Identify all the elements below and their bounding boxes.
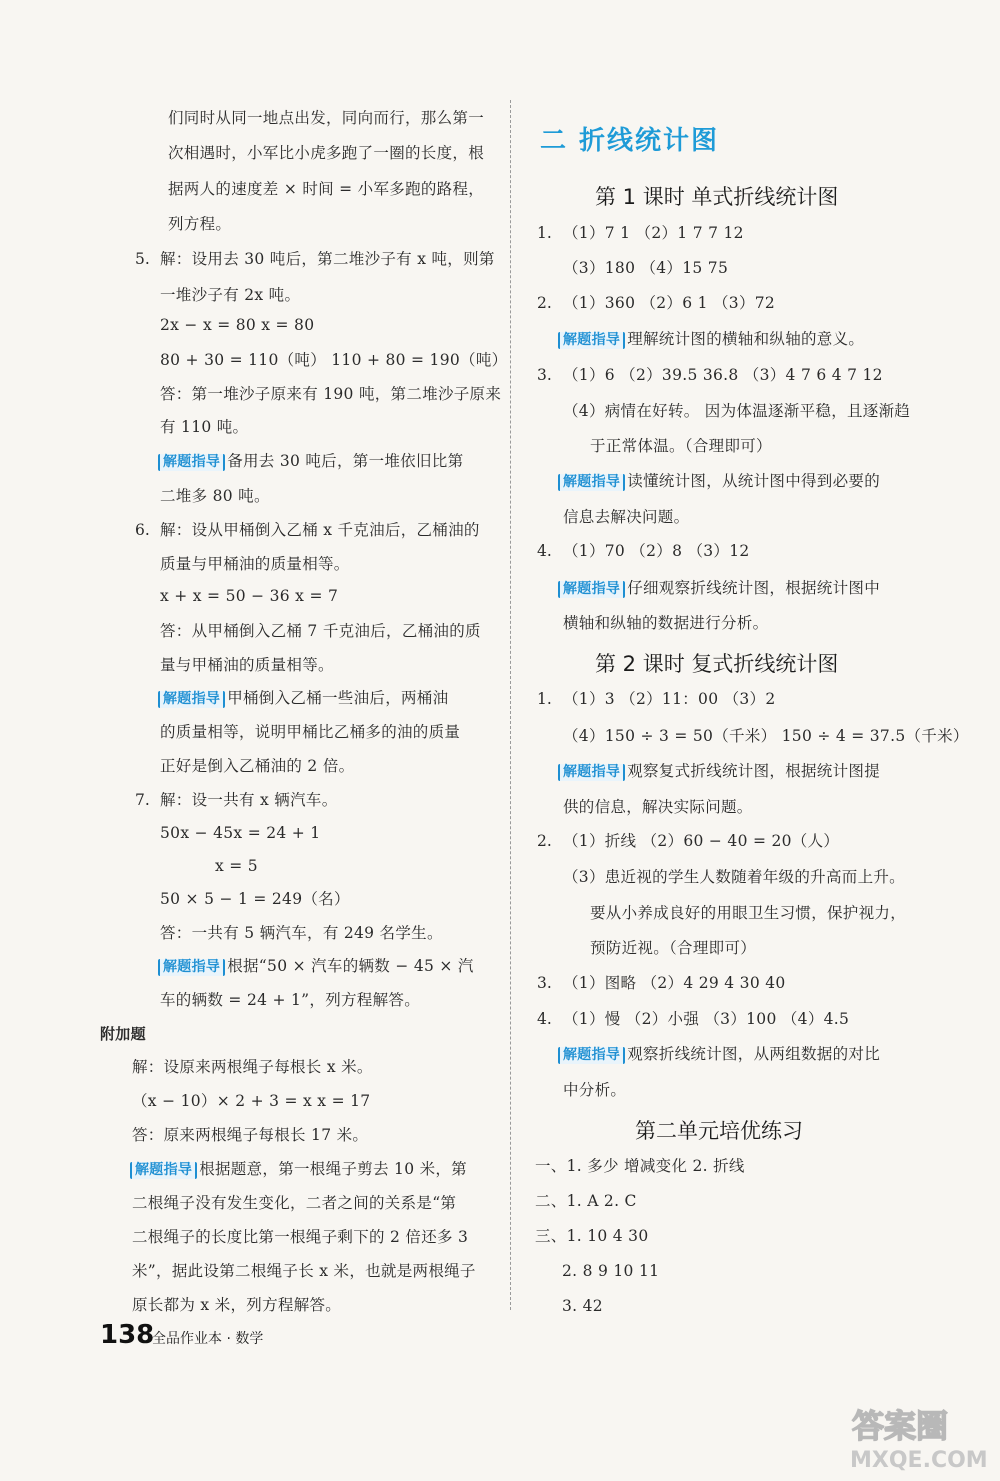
book-title: 全品作业本 · 数学: [152, 1331, 264, 1347]
text-line: （4）150 ÷ 3 = 50（千米） 150 ÷ 4 = 37.5（千米）: [563, 727, 969, 745]
watermark-logo: [842, 1395, 992, 1475]
text-line: 次相遇时，小军比小虎多跑了一圈的长度，根: [168, 144, 485, 162]
guide-line: 解题指导 读懂统计图，从统计图中得到必要的: [558, 470, 880, 492]
guide-line: 解题指导 观察复式折线统计图，根据统计图提: [558, 760, 880, 782]
text-line: （1）图略 （2）4 29 4 30 40: [563, 974, 786, 992]
guide-line: 二堆多 80 吨。: [160, 487, 270, 505]
guide-tag: 解题指导: [558, 332, 625, 349]
guide-line: 解题指导 备用去 30 吨后，第一堆依旧比第: [158, 450, 463, 472]
text-line: 一堆沙子有 2x 吨。: [160, 286, 301, 304]
extra-title: 附加题: [100, 1025, 146, 1043]
text-line: 解：设用去 30 吨后，第二堆沙子有 x 吨，则第: [160, 250, 495, 268]
text-line: 量与甲桶油的质量相等。: [160, 656, 334, 674]
text-line: （x − 10）× 2 + 3 = x x = 17: [132, 1092, 371, 1110]
question-number: 2.: [537, 294, 552, 312]
text-line: 答：第一堆沙子原来有 190 吨，第二堆沙子原来: [160, 385, 502, 403]
guide-line: 解题指导 根据“50 × 汽车的辆数 − 45 × 汽: [158, 955, 474, 977]
text-line: x = 5: [215, 857, 258, 875]
guide-line: 中分析。: [563, 1081, 627, 1099]
question-number: 4.: [537, 1010, 552, 1028]
text-line: 质量与甲桶油的质量相等。: [160, 555, 350, 573]
page-number: 138: [100, 1320, 155, 1350]
text-line: （3）患近视的学生人数随着年级的升高而上升。: [563, 868, 905, 886]
guide-line: 解题指导 根据题意，第一根绳子剪去 10 米，第: [130, 1158, 467, 1180]
text-line: 3. 42: [562, 1297, 603, 1315]
text-line: 有 110 吨。: [160, 418, 249, 436]
text-line: （1）6 （2）39.5 36.8 （3）4 7 6 4 7 12: [563, 366, 883, 384]
question-number: 3.: [537, 366, 552, 384]
text-line: 50x − 45x = 24 + 1: [160, 824, 321, 842]
text-line: 一、1. 多少 增减变化 2. 折线: [535, 1157, 745, 1175]
question-number: 2.: [537, 832, 552, 850]
guide-line: 解题指导 理解统计图的横轴和纵轴的意义。: [558, 328, 864, 350]
question-number: 7.: [135, 791, 150, 809]
text-line: （1）7 1 （2）1 7 7 12: [563, 224, 744, 242]
guide-line: 横轴和纵轴的数据进行分析。: [563, 614, 769, 632]
text-line: 预防近视。（合理即可）: [590, 939, 757, 957]
unit-title: 第二单元培优练习: [635, 1119, 803, 1143]
guide-tag: 解题指导: [558, 764, 625, 781]
text-line: 列方程。: [168, 215, 232, 233]
guide-line: 信息去解决问题。: [563, 508, 690, 526]
text-line: 答：原来两根绳子每根长 17 米。: [132, 1126, 369, 1144]
text-line: （3）180 （4）15 75: [563, 259, 729, 277]
text-line: 二、1. A 2. C: [535, 1192, 637, 1210]
guide-line: 供的信息，解决实际问题。: [563, 798, 753, 816]
question-number: 6.: [135, 521, 150, 539]
text-line: （4）病情在好转。 因为体温逐渐平稳，且逐渐趋: [563, 402, 911, 420]
text-line: （1）70 （2）8 （3）12: [563, 542, 750, 560]
text-line: 据两人的速度差 × 时间 = 小军多跑的路程，: [168, 180, 485, 198]
guide-line: 解题指导 仔细观察折线统计图，根据统计图中: [558, 577, 880, 599]
text-line: 三、1. 10 4 30: [535, 1227, 649, 1245]
lesson-title: 第 2 课时 复式折线统计图: [595, 652, 839, 676]
guide-tag: 解题指导: [558, 474, 625, 491]
question-number: 4.: [537, 542, 552, 560]
text-line: 们同时从同一地点出发，同向而行，那么第一: [168, 109, 485, 127]
section-title: 二 折线统计图: [540, 126, 720, 156]
text-line: 解：设一共有 x 辆汽车。: [160, 791, 338, 809]
guide-tag: 解题指导: [558, 1047, 625, 1064]
text-line: 50 × 5 − 1 = 249（名）: [160, 890, 350, 908]
watermark-url: MXQE.COM: [850, 1448, 988, 1473]
guide-line: 的质量相等，说明甲桶比乙桶多的油的质量: [160, 723, 461, 741]
text-line: （1）360 （2）6 1 （3）72: [563, 294, 776, 312]
watermark-brand: 答案圈: [852, 1407, 949, 1445]
text-line: 要从小养成良好的用眼卫生习惯，保护视力，: [590, 904, 907, 922]
text-line: （1）3 （2）11：00 （3）2: [563, 690, 776, 708]
text-line: x + x = 50 − 36 x = 7: [160, 587, 339, 605]
text-line: （1）慢 （2）小强 （3）100 （4）4.5: [563, 1010, 850, 1028]
guide-line: 解题指导 观察折线统计图，从两组数据的对比: [558, 1043, 880, 1065]
guide-tag: 解题指导: [158, 691, 225, 708]
guide-tag: 解题指导: [158, 454, 225, 471]
text-line: （1）折线 （2）60 − 40 = 20（人）: [563, 832, 840, 850]
question-number: 3.: [537, 974, 552, 992]
text-line: 答：从甲桶倒入乙桶 7 千克油后，乙桶油的质: [160, 622, 481, 640]
guide-line: 车的辆数 = 24 + 1”，列方程解答。: [160, 991, 420, 1009]
guide-line: 二根绳子的长度比第一根绳子剩下的 2 倍还多 3: [132, 1228, 469, 1246]
question-number: 5.: [135, 250, 150, 268]
guide-line: 米”，据此设第二根绳子长 x 米，也就是两根绳子: [132, 1262, 476, 1280]
guide-line: 解题指导 甲桶倒入乙桶一些油后，两桶油: [158, 687, 448, 709]
text-line: 80 + 30 = 110（吨） 110 + 80 = 190（吨）: [160, 351, 508, 369]
guide-tag: 解题指导: [558, 581, 625, 598]
question-number: 1.: [537, 690, 552, 708]
guide-line: 二根绳子没有发生变化，二者之间的关系是“第: [132, 1194, 457, 1212]
guide-tag: 解题指导: [158, 959, 225, 976]
text-line: 于正常体温。（合理即可）: [590, 437, 772, 455]
guide-tag: 解题指导: [130, 1162, 197, 1179]
lesson-title: 第 1 课时 单式折线统计图: [595, 185, 839, 209]
text-line: 解：设从甲桶倒入乙桶 x 千克油后，乙桶油的: [160, 521, 480, 539]
guide-line: 原长都为 x 米，列方程解答。: [132, 1296, 342, 1314]
column-divider: [510, 100, 511, 1310]
text-line: 答：一共有 5 辆汽车，有 249 名学生。: [160, 924, 443, 942]
text-line: 解：设原来两根绳子每根长 x 米。: [132, 1058, 373, 1076]
text-line: 2. 8 9 10 11: [562, 1262, 660, 1280]
guide-line: 正好是倒入乙桶油的 2 倍。: [160, 757, 355, 775]
text-line: 2x − x = 80 x = 80: [160, 316, 315, 334]
question-number: 1.: [537, 224, 552, 242]
